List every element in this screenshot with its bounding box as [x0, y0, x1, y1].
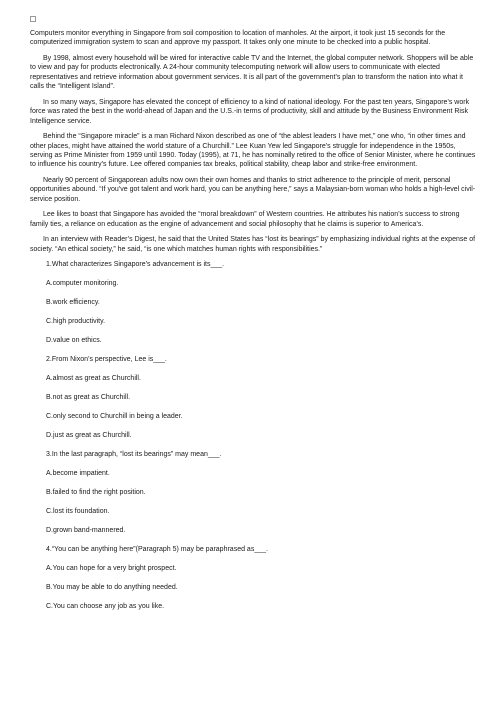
- article-paragraph: Computers monitor everything in Singapore from soil composition to location of manholes. At the airport, it took just 15 seconds for the computerized immigration system to scan and approve my passport. It takes only one minute to be checked into a public hospital.: [30, 30, 446, 47]
- question-stem: 4.“You can be anything here”(Paragraph 5) may be paraphrased as___.: [46, 546, 268, 554]
- article-paragraph: Lee likes to boast that Singapore has avoided the “moral breakdown” of Western countries. He attributes his nation’s success to strong family ties, a reliance on education as the engine of advancement and social philosophy that he claims is superior to America’s.: [30, 211, 460, 228]
- answer-option: D.just as great as Churchill.: [46, 432, 132, 440]
- question-list: [30, 260, 478, 611]
- answer-option: A.almost as great as Churchill.: [46, 375, 141, 383]
- answer-option: A.computer monitoring.: [46, 280, 119, 288]
- page-marker-icon: [30, 16, 36, 22]
- answer-option: D.grown band-mannered.: [46, 527, 126, 535]
- answer-option: B.work efficiency.: [46, 299, 100, 307]
- answer-option: B.You may be able to do anything needed.: [46, 584, 178, 592]
- document-page: [30, 16, 478, 621]
- article-paragraph: In an interview with Reader’s Digest, he said that the United States has “lost its bearings” by emphasizing individual rights at the expense of society. “An ethical society,” he said, “is one which matches human rights with responsibilities.”: [30, 236, 476, 253]
- article-paragraph: Nearly 90 percent of Singaporean adults now own their own homes and thanks to strict adherence to the principle of merit, personal opportunities abound. “If you’ve got talent and work hard, you can be anything here,” says a Malaysian-born woman who holds a high-level civil-service position.: [30, 177, 476, 203]
- article-paragraph: By 1998, almost every household will be wired for interactive cable TV and the Internet, the global computer network. Shoppers will be able to view and pay for products electronically. A 24-hour community telecomputing network will allow users to communicate with elected representatives and retrieve information about government services. It is all part of the government’s plan to transform the nation into what it calls the “Intelligent Island”.: [30, 55, 474, 91]
- answer-option: A.become impatient.: [46, 470, 110, 478]
- answer-option: C.only second to Churchill in being a leader.: [46, 413, 183, 421]
- answer-option: C.high productivity.: [46, 318, 106, 326]
- answer-option: B.not as great as Churchill.: [46, 394, 131, 402]
- answer-option: B.failed to find the right position.: [46, 489, 146, 497]
- answer-option: A.You can hope for a very bright prospect.: [46, 565, 177, 573]
- question-stem: 3.In the last paragraph, “lost its bearings” may mean___.: [46, 451, 222, 459]
- article-body: [30, 29, 478, 254]
- answer-option: C.You can choose any job as you like.: [46, 603, 165, 611]
- article-paragraph: In so many ways, Singapore has elevated the concept of efficiency to a kind of national ideology. For the past ten years, Singapore’s work force was rated the best in the world-ahead of Japan and the U.S.-in terms of productivity, skill and attitude by the Business Environment Risk Intelligence service.: [30, 98, 470, 125]
- article-paragraph: Behind the “Singapore miracle” is a man Richard Nixon described as one of “the ablest leaders I have met,” one who, “in other times and other places, might have attained the world stature of a Churchill.” Lee Kuan Yew led Singapore’s struggle for independence in the 1950s, serving as Prime Minister from 1959 until 1990. Today (1995), at 71, he has nominally retired to the office of Senior Minister, where he continues to influence his country’s future. Lee offered companies tax breaks, political stability, cheap labor and strike-free environment.: [30, 133, 476, 169]
- answer-option: C.lost its foundation.: [46, 508, 110, 516]
- answer-option: D.value on ethics.: [46, 337, 102, 345]
- question-stem: 1.What characterizes Singapore’s advancement is its___.: [46, 261, 225, 269]
- question-stem: 2.From Nixon’s perspective, Lee is___.: [46, 356, 167, 364]
